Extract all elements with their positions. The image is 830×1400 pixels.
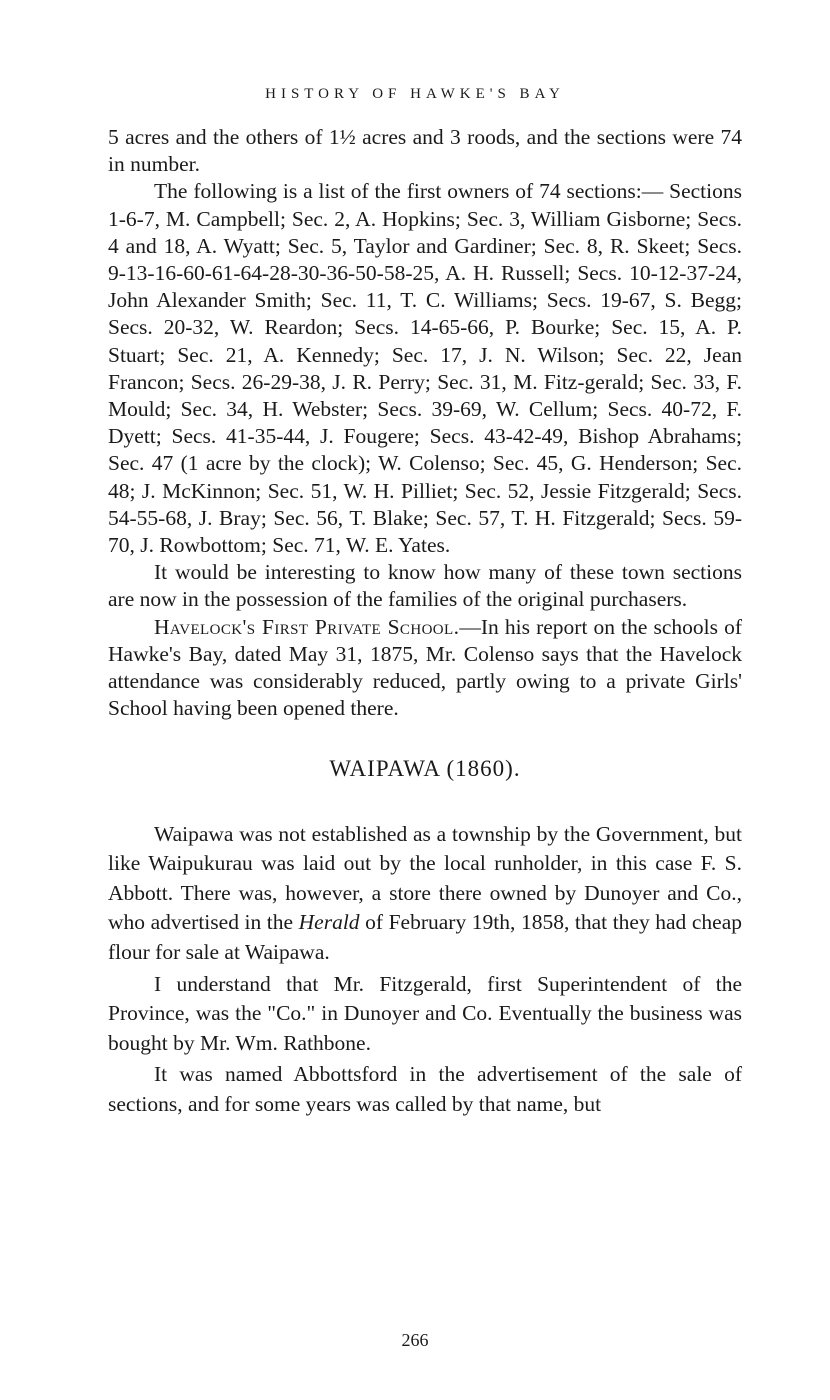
herald-italic: Herald: [298, 910, 360, 935]
paragraph-owners-list: The following is a list of the first owners of 74 sections:— Sections 1-6-7, M. Campbell; Sec. 2, A. Hopkins; Sec. 3, William Gisborne; Secs. 4 and 18, A. Wyatt; Sec. 5, Taylor and Gardiner; Sec. 8, R. Skeet; Secs. 9-13-16-60-61-64-28-30-36-50-58-25, A. H. Russell; Secs. 10-12-37-24, John Alexander Smith; Sec. 11, T. C. Williams; Secs. 19-67, S. Begg; Secs. 20-32, W. Reardon; Secs. 14-65-66, P. Bourke; Sec. 15, A. P. Stuart; Sec. 21, A. Kennedy; Sec. 17, J. N. Wilson; Sec. 22, Jean Francon; Secs. 26-29-38, J. R. Perry; Sec. 31, M. Fitz-gerald; Sec. 33, F. Mould; Sec. 34, H. Webster; Secs. 39-69, W. Cellum; Secs. 40-72, F. Dyett; Secs. 41-35-44, J. Fougere; Secs. 43-42-49, Bishop Abrahams; Sec. 47 (1 acre by the clock); W. Colenso; Sec. 45, G. Henderson; Sec. 48; J. McKinnon; Sec. 51, W. H. Pilliet; Sec. 52, Jessie Fitzgerald; Secs. 54-55-68, J. Bray; Sec. 56, T. Blake; Sec. 57, T. H. Fitzgerald; Secs. 59-70, J. Rowbottom; Sec. 71, W. E. Yates.: [108, 179, 742, 558]
paragraph-continuation: 5 acres and the others of 1½ acres and 3 roods, and the sections were 74 in number.: [108, 125, 742, 177]
waipawa-intro-b: of February 19th, 1858, that they had cheap flour for sale at Waipawa.: [108, 910, 743, 965]
paragraph-interesting: It would be interesting to know how many of these town sections are now in the possession of the families of the original purchasers.: [108, 560, 742, 612]
waipawa-intro-a: Waipawa was not established as a township by the Government, but like Waipukurau was laid out by the local runholder, in this case F. S. Abbott. There was, however, a store there owned by Dunoyer and Co., who advertised in the: [108, 821, 742, 935]
waipawa-section: [108, 820, 742, 1120]
paragraph-private-school: [108, 614, 742, 723]
paragraph-waipawa-intro: [108, 820, 742, 968]
running-head: HISTORY OF HAWKE'S BAY: [265, 86, 565, 102]
paragraph-abbottsford: It was named Abbottsford in the advertisement of the sale of sections, and for some years was called by that name, but: [108, 1062, 742, 1117]
body-text: [108, 124, 742, 1120]
run-in-heading: Havelock's First Private School.: [154, 614, 460, 639]
section-title: WAIPAWA (1860).: [329, 756, 521, 782]
page-number: 266: [401, 1330, 429, 1350]
paragraph-fitzgerald: I understand that Mr. Fitzgerald, first Superintendent of the Province, was the "Co." in Dunoyer and Co. Eventually the business was bought by Mr. Wm. Rathbone.: [108, 971, 742, 1055]
private-school-text: —In his report on the schools of Hawke's Bay, dated May 31, 1875, Mr. Colenso says that the Havelock attendance was considerably reduced, partly owing to a private Girls' School having been opened there.: [108, 614, 742, 721]
